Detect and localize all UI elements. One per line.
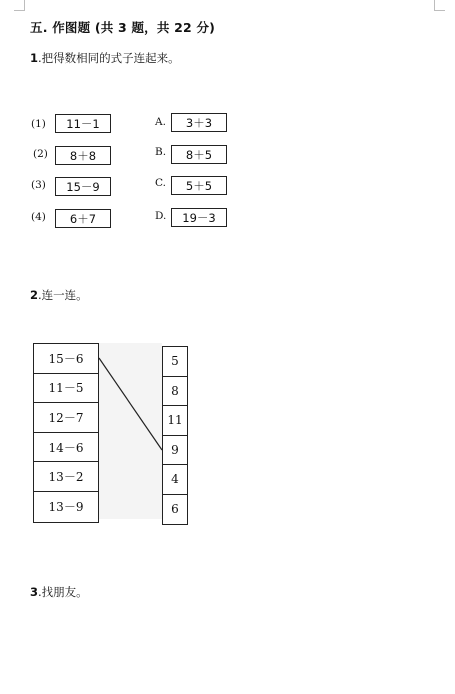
left-expression-box: 11－1 [55, 114, 111, 133]
left-item-label: (3) [31, 179, 46, 191]
question-2-text: .连一连。 [38, 288, 88, 302]
right-expression-box: 5＋5 [171, 176, 227, 195]
right-expression-box: 19－3 [171, 208, 227, 227]
right-item-label: A. [155, 116, 166, 128]
right-item-label: B. [155, 146, 167, 158]
left-column-cell: 13－2 [34, 462, 98, 492]
question-3 [30, 584, 88, 600]
left-column-cell: 15－6 [34, 344, 98, 374]
question-3-text: .找朋友。 [38, 585, 88, 599]
left-expression-box: 6＋7 [55, 209, 111, 228]
right-expression-box: 8＋5 [171, 145, 227, 164]
right-column-cell: 11 [163, 406, 187, 436]
section-heading: 五. 作图题 (共 3 题，共 22 分) [30, 20, 216, 35]
question-1-number: 1 [30, 51, 39, 65]
question-3-number: 3 [30, 585, 39, 599]
left-column-cell: 12－7 [34, 403, 98, 433]
left-column-cell: 11－5 [34, 374, 98, 404]
left-expression-box: 15－9 [55, 177, 111, 196]
right-item-label: D. [155, 210, 167, 222]
right-column-cell: 4 [163, 465, 187, 495]
left-item-label: (2) [33, 148, 48, 160]
right-expression-box: 3＋3 [171, 113, 227, 132]
right-column-cell: 8 [163, 377, 187, 407]
right-column-cell: 6 [171, 502, 179, 517]
left-column-cell: 14－6 [34, 433, 98, 463]
right-column-cell: 9 [163, 436, 187, 466]
question-2-number: 2 [30, 288, 39, 302]
left-item-label: (1) [31, 118, 46, 130]
right-column-cell: 5 [163, 347, 187, 377]
right-item-label: C. [155, 177, 166, 189]
question-1-text: .把得数相同的式子连起来。 [38, 51, 180, 65]
left-column-cell: 13－9 [48, 500, 84, 515]
left-expression-box: 8＋8 [55, 146, 111, 165]
left-item-label: (4) [31, 211, 46, 223]
